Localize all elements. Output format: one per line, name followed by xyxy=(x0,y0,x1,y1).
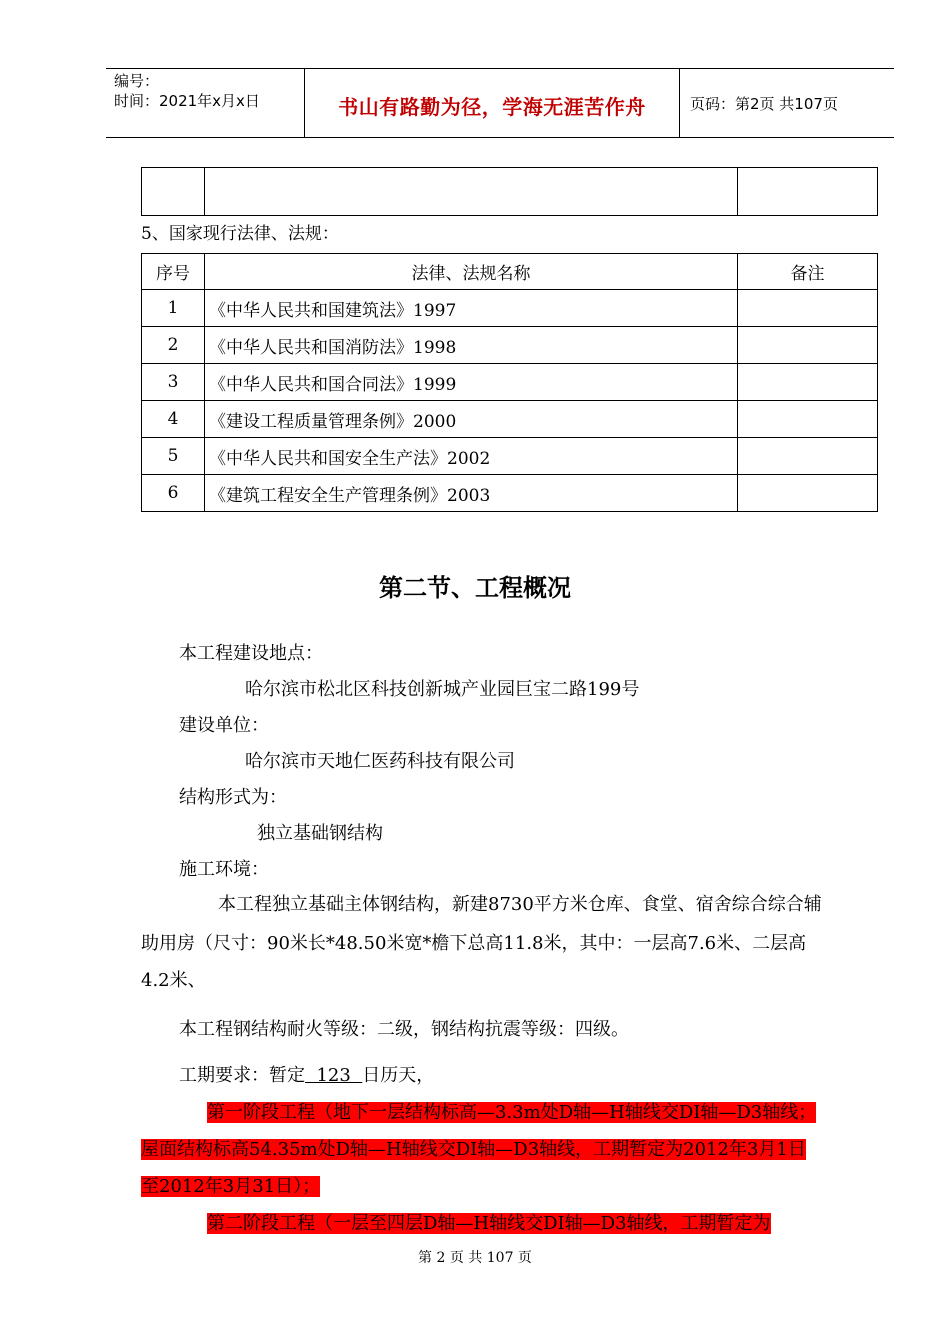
law-name: 《中华人民共和国消防法》1998 xyxy=(205,327,738,364)
section5-title: 5、国家现行法律、法规： xyxy=(141,224,339,244)
phase2-text-line xyxy=(207,1209,771,1235)
highlighted-text: 第一阶段工程（地下一层结构标高—3.3m处D轴—H轴线交DI轴—D3轴线； xyxy=(207,1102,817,1123)
table-row xyxy=(142,327,878,364)
header-meta xyxy=(114,71,260,111)
environment-text-line: 4.2米、 xyxy=(141,970,206,991)
highlighted-text: 第二阶段工程（一层至四层D轴—H轴线交DI轴—D3轴线，工期暂定为 xyxy=(207,1213,771,1234)
table-header-row xyxy=(142,254,878,290)
row-number: 5 xyxy=(142,438,205,475)
column-header: 备注 xyxy=(738,254,878,290)
row-number: 3 xyxy=(142,364,205,401)
header-divider xyxy=(679,69,680,137)
structure-label: 结构形式为： xyxy=(179,787,287,808)
site-value: 哈尔滨市松北区科技创新城产业园巨宝二路199号 xyxy=(245,679,640,700)
row-note xyxy=(738,438,878,475)
table-cell xyxy=(205,168,738,216)
owner-value: 哈尔滨市天地仁医药科技有限公司 xyxy=(245,751,515,772)
row-number: 6 xyxy=(142,475,205,512)
table-row xyxy=(142,401,878,438)
row-note xyxy=(738,401,878,438)
highlighted-text: 屋面结构标高54.35m处D轴—H轴线交DI轴—D3轴线，工期暂定为2012年3月1日 xyxy=(141,1139,806,1160)
column-header: 法律、法规名称 xyxy=(205,254,738,290)
period-suffix: 日历天， xyxy=(362,1065,435,1086)
fire-rating-text: 本工程钢结构耐火等级：二级，钢结构抗震等级：四级。 xyxy=(179,1019,629,1040)
law-name: 《中华人民共和国建筑法》1997 xyxy=(205,290,738,327)
table-row xyxy=(142,475,878,512)
site-label: 本工程建设地点： xyxy=(179,643,323,664)
table-row xyxy=(142,438,878,475)
row-note xyxy=(738,290,878,327)
law-name: 《中华人民共和国合同法》1999 xyxy=(205,364,738,401)
highlighted-text: 至2012年3月31日）； xyxy=(141,1176,321,1197)
table-cell xyxy=(738,168,878,216)
page-header xyxy=(106,68,894,138)
table-row xyxy=(142,364,878,401)
column-header: 序号 xyxy=(142,254,205,290)
structure-value: 独立基础钢结构 xyxy=(257,823,383,844)
row-note xyxy=(738,364,878,401)
table-cell xyxy=(142,168,205,216)
environment-label: 施工环境： xyxy=(179,859,269,880)
time-label: 时间：2021年x月x日 xyxy=(114,92,260,110)
construction-period xyxy=(179,1061,434,1087)
row-number: 4 xyxy=(142,401,205,438)
row-number: 1 xyxy=(142,290,205,327)
previous-table-remnant xyxy=(141,167,878,216)
laws-table xyxy=(141,253,878,512)
law-name: 《建设工程质量管理条例》2000 xyxy=(205,401,738,438)
owner-label: 建设单位： xyxy=(179,715,269,736)
header-page-info: 页码：第2页 共107页 xyxy=(690,95,838,113)
page-footer: 第 2 页 共 107 页 xyxy=(418,1250,532,1266)
period-days: 123 xyxy=(305,1065,363,1086)
phase1-text-line xyxy=(141,1135,806,1161)
row-number: 2 xyxy=(142,327,205,364)
law-name: 《中华人民共和国安全生产法》2002 xyxy=(205,438,738,475)
period-prefix: 工期要求：暂定 xyxy=(179,1065,305,1086)
phase1-text-line xyxy=(207,1098,816,1124)
header-divider xyxy=(304,69,305,137)
header-motto: 书山有路勤为径，学海无涯苦作舟 xyxy=(338,95,646,119)
table-row xyxy=(142,290,878,327)
code-label: 编号： xyxy=(114,72,160,90)
row-note xyxy=(738,327,878,364)
section-heading: 第二节、工程概况 xyxy=(379,574,571,602)
law-name: 《建筑工程安全生产管理条例》2003 xyxy=(205,475,738,512)
environment-text-line: 本工程独立基础主体钢结构，新建8730平方米仓库、食堂、宿舍综合综合辅 xyxy=(218,894,822,915)
environment-text-line: 助用房（尺寸：90米长*48.50米宽*檐下总高11.8米，其中：一层高7.6米、二层高 xyxy=(141,933,807,954)
phase1-text-line xyxy=(141,1172,320,1198)
row-note xyxy=(738,475,878,512)
